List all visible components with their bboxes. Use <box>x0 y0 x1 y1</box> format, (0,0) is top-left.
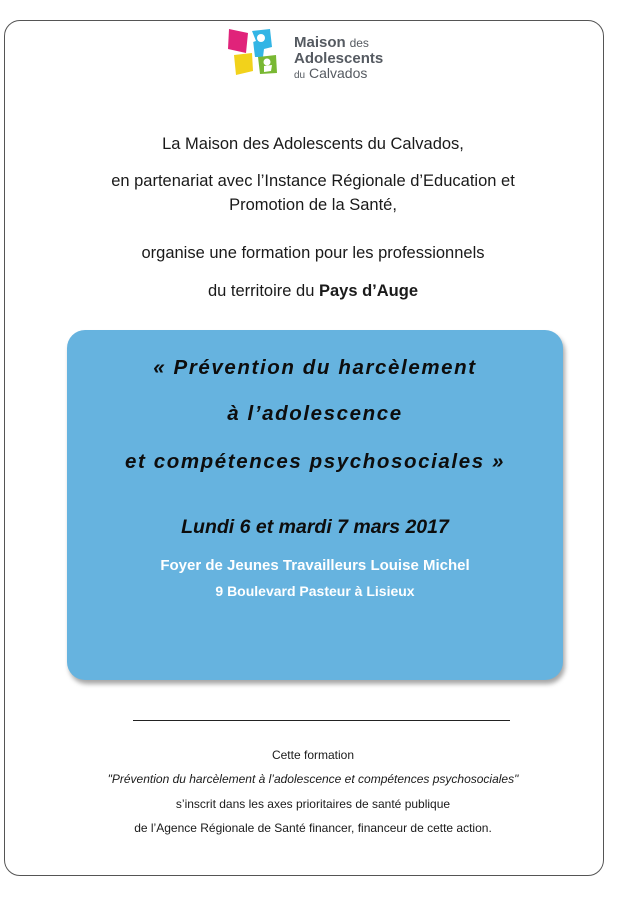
logo-calvados: Calvados <box>309 65 368 81</box>
logo-adolescents: Adolescents <box>294 50 384 67</box>
footer-line-4: de l’Agence Régionale de Santé financer, financeur de cette action. <box>134 821 492 835</box>
footer-line-3: s’inscrit dans les axes prioritaires de santé publique <box>175 797 451 811</box>
event-venue: Foyer de Jeunes Travailleurs Louise Michel <box>160 557 470 574</box>
intro-territory-name: Pays d’Auge <box>318 282 419 300</box>
event-title-line-3: et compétences psychosociales » <box>124 450 506 473</box>
footer-line-1: Cette formation <box>271 748 355 762</box>
intro-line-4: organise une formation pour les professionnels <box>141 244 485 262</box>
logo-text <box>294 35 383 83</box>
event-dates: Lundi 6 et mardi 7 mars 2017 <box>181 516 449 538</box>
intro-line-1: La Maison des Adolescents du Calvados, <box>162 135 464 153</box>
intro-line-3: Promotion de la Santé, <box>229 196 397 214</box>
event-address: 9 Boulevard Pasteur à Lisieux <box>215 583 415 599</box>
event-box <box>67 330 563 680</box>
footer-line-2: "Prévention du harcèlement à l’adolescence et compétences psychosociales" <box>107 772 519 786</box>
event-title-line-1: « Prévention du harcèlement <box>153 356 477 379</box>
intro-territory-prefix: du territoire du <box>207 282 315 300</box>
logo-du: du <box>294 70 306 81</box>
logo-des: des <box>349 36 369 50</box>
logo <box>226 27 426 87</box>
divider <box>133 720 510 721</box>
logo-maison: Maison <box>294 34 346 51</box>
intro-line-2: en partenariat avec l’Instance Régionale d’Education et <box>111 172 515 190</box>
event-title-line-2: à l’adolescence <box>227 402 403 425</box>
logo-mark-icon <box>226 27 288 77</box>
intro-line-5 <box>0 282 626 301</box>
